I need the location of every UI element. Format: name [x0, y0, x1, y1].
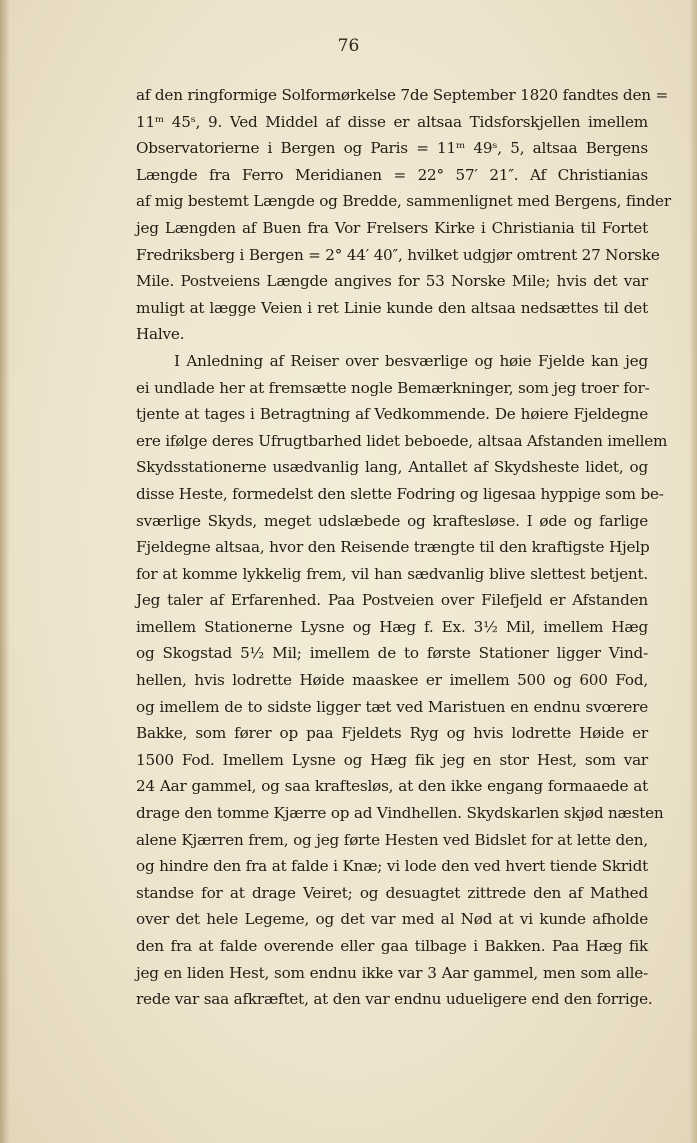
text-line: Fredriksberg i Bergen = 2° 44′ 40″, hvilket udgjør omtrent 27 Norske — [136, 245, 660, 264]
text-line: 11ᵐ 45ˢ, 9. Ved Middel af disse er altsaa Tidsforskjellen imellem — [136, 112, 648, 131]
text-line: hellen, hvis lodrette Høide maaskee er imellem 500 og 600 Fod, — [136, 671, 648, 690]
page-number: 76 — [337, 36, 360, 56]
text-line: Halve. — [136, 325, 185, 344]
text-line: muligt at lægge Veien i ret Linie kunde den altsaa nedsættes til det — [136, 298, 648, 317]
text-line: Skydsstationerne usædvanlig lang, Antallet af Skydsheste lidet, og — [136, 458, 648, 477]
text-line: imellem Stationerne Lysne og Hæg f. Ex. 3½ Mil, imellem Hæg — [136, 617, 648, 636]
text-line: rede var saa afkræftet, at den var endnu udueligere end den forrige. — [136, 990, 653, 1009]
body-text — [136, 82, 671, 1013]
text-line: alene Kjærren frem, og jeg førte Hesten ved Bidslet for at lette den, — [136, 830, 648, 849]
text-line: sværlige Skyds, meget udslæbede og kraftesløse. I øde og farlige — [136, 511, 648, 530]
text-line: disse Heste, formedelst den slette Fodring og ligesaa hyppige som be- — [136, 484, 664, 503]
text-line: 1500 Fod. Imellem Lysne og Hæg fik jeg en stor Hest, som var — [136, 750, 648, 769]
text-line: og hindre den fra at falde i Knæ; vi lode den ved hvert tiende Skridt — [136, 857, 648, 876]
text-line: over det hele Legeme, og det var med al Nød at vi kunde afholde — [136, 910, 648, 929]
text-line: jeg Længden af Buen fra Vor Frelsers Kirke i Christiania til Fortet — [136, 218, 648, 237]
text-line: drage den tomme Kjærre op ad Vindhellen. Skydskarlen skjød næsten — [136, 804, 664, 823]
text-line: ei undlade her at fremsætte nogle Bemærkninger, som jeg troer for- — [136, 378, 650, 397]
text-line: Fjeldegne altsaa, hvor den Reisende trængte til den kraftigste Hjelp — [136, 538, 650, 557]
paragraph — [136, 348, 668, 1013]
text-line: jeg en liden Hest, som endnu ikke var 3 Aar gammel, men som alle- — [136, 963, 648, 982]
text-line: Mile. Postveiens Længde angives for 53 Norske Mile; hvis det var — [136, 272, 648, 291]
text-line: Observatorierne i Bergen og Paris = 11ᵐ 49ˢ, 5, altsaa Bergens — [136, 139, 648, 158]
text-line: tjente at tages i Betragtning af Vedkommende. De høiere Fjeldegne — [136, 405, 648, 424]
text-line: og imellem de to sidste ligger tæt ved Maristuen en endnu svœrere — [136, 697, 648, 716]
text-line: 24 Aar gammel, og saa kraftesløs, at den ikke engang formaaede at — [136, 777, 648, 796]
text-line: af mig bestemt Længde og Bredde, sammenlignet med Bergens, finder — [136, 192, 671, 211]
text-line: for at komme lykkelig frem, vil han sædvanlig blive slettest betjent. — [136, 564, 648, 583]
text-line: ere ifølge deres Ufrugtbarhed lidet beboede, altsaa Afstanden imellem — [136, 431, 668, 450]
text-line: standse for at drage Veiret; og desuagtet zittrede den af Mathed — [136, 883, 648, 902]
text-line: den fra at falde overende eller gaa tilbage i Bakken. Paa Hæg fik — [136, 937, 648, 955]
text-line: af den ringformige Solformørkelse 7de September 1820 fandtes den = — [136, 86, 668, 104]
text-line: Længde fra Ferro Meridianen = 22° 57′ 21″. Af Christianias — [136, 165, 648, 184]
text-line: og Skogstad 5½ Mil; imellem de to første Stationer ligger Vind- — [136, 644, 648, 663]
text-line: Bakke, som fører op paa Fjeldets Ryg og hvis lodrette Høide er — [136, 724, 648, 743]
text-line: I Anledning af Reiser over besværlige og høie Fjelde kan jeg — [174, 351, 648, 370]
text-line: Jeg taler af Erfarenhed. Paa Postveien over Filefjeld er Afstanden — [136, 591, 648, 610]
paragraph — [136, 82, 671, 348]
